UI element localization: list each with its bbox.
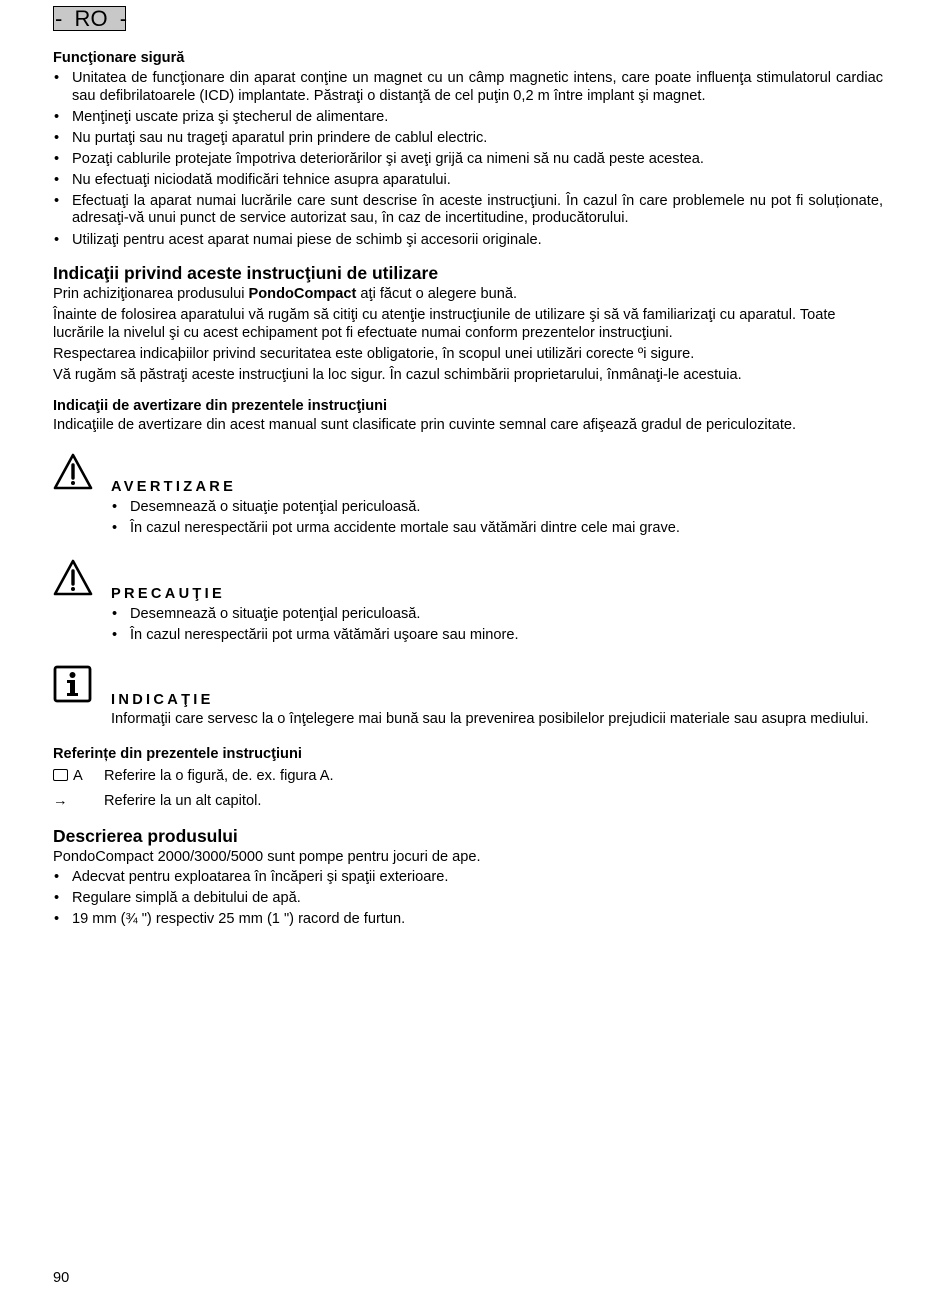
caution-list bbox=[111, 606, 883, 645]
section-instructions bbox=[53, 263, 883, 384]
paragraph: Respectarea indicaþiilor privind securitatea este obligatorie, în scopul unei utilizări corecte ºi sigure. bbox=[53, 346, 695, 363]
info-icon bbox=[53, 665, 93, 703]
paragraph: Indicaţiile de avertizare din acest manual sunt clasificate prin cuvinte semnal care afişează gradul de periculozitate. bbox=[53, 417, 797, 434]
warning-title: AVERTIZARE bbox=[111, 479, 237, 496]
list-item: • Pozaţi cablurile protejate împotriva deteriorărilor şi aveţi grijă ca nimeni să nu cadă peste acestea. bbox=[53, 151, 883, 169]
list-item: • Desemnează o situaţie potenţial periculoasă. bbox=[111, 606, 883, 624]
paragraph: PondoCompact 2000/3000/5000 sunt pompe pentru jocuri de ape. bbox=[53, 849, 481, 866]
safety-list bbox=[53, 70, 883, 249]
warning-list bbox=[111, 499, 883, 538]
note-title: INDICAŢIE bbox=[111, 692, 214, 709]
list-item: • 19 mm (¾ ") respectiv 25 mm (1 ") racord de furtun. bbox=[53, 911, 883, 929]
list-item: • Efectuaţi la aparat numai lucrările care sunt descrise în aceste instrucţiuni. În cazul în care problemele nu pot fi soluționate, adresaţi-vă unui punct de service autorizat sau, în caz de incertitudine, producătorului. bbox=[53, 193, 883, 228]
list-item: • În cazul nerespectării pot urma vătămări uşoare sau minore. bbox=[111, 627, 883, 645]
section-references bbox=[53, 745, 883, 810]
figure-reference-symbol bbox=[53, 767, 83, 785]
chapter-reference-text: Referire la un alt capitol. bbox=[104, 793, 262, 810]
section-title: Descrierea produsului bbox=[53, 826, 238, 847]
caution-triangle-icon bbox=[53, 559, 93, 597]
figure-reference-row bbox=[53, 767, 883, 785]
list-item: • Regulare simplă a debitului de apă. bbox=[53, 890, 883, 908]
note-block bbox=[53, 665, 883, 728]
text: Prin achiziţionarea produsului bbox=[53, 286, 249, 303]
language-tag: - RO - bbox=[55, 6, 128, 31]
text: aţi făcut o alegere bună. bbox=[356, 286, 518, 303]
list-item: • Unitatea de funcţionare din aparat conţine un magnet cu un câmp magnetic intens, care poate influenţa stimulatorul cardiac sau defibrilatoarele (ICD) implantate. Păstraţi o distanţă de cel puţin 0,2 m între implant şi magnet. bbox=[53, 70, 883, 105]
caution-block bbox=[53, 559, 883, 645]
figure-box-icon bbox=[53, 769, 68, 781]
section-warnings bbox=[53, 397, 883, 728]
section-product-description bbox=[53, 826, 883, 929]
chapter-reference-row bbox=[53, 792, 883, 810]
list-item: • Desemnează o situaţie potenţial periculoasă. bbox=[111, 499, 883, 517]
list-item: • Nu purtaţi sau nu trageţi aparatul prin prindere de cablul electric. bbox=[53, 130, 883, 148]
warning-triangle-icon bbox=[53, 453, 93, 491]
arrow-right-icon: → bbox=[53, 793, 68, 810]
product-features-list bbox=[53, 869, 883, 929]
paragraph bbox=[53, 285, 883, 303]
page-content bbox=[53, 6, 883, 933]
note-text: Informaţii care servesc la o înţelegere mai bună sau la prevenirea posibilelor prejudicii materiale sau asupra mediului. bbox=[111, 711, 869, 728]
list-item: • Adecvat pentru exploatarea în încăperi şi spaţii exterioare. bbox=[53, 869, 883, 887]
product-name: PondoCompact bbox=[248, 286, 357, 303]
section-title: Indicaţii de avertizare din prezentele instrucţiuni bbox=[53, 398, 388, 415]
paragraph: Vă rugăm să păstraţi aceste instrucţiuni la loc sigur. În cazul schimbării proprietarului, înmânaţi-le acestuia. bbox=[53, 367, 742, 384]
paragraph: Înainte de folosirea aparatului vă rugăm să citiţi cu atenţie instrucţiunile de utilizare şi să vă familiarizaţi cu aparatul. Toate lucrările la nivelul şi cu acest echipament pot fi efectuate numai conform prezentelor instrucţiuni. bbox=[53, 307, 836, 342]
page-number: 90 bbox=[53, 1270, 70, 1286]
list-item: • În cazul nerespectării pot urma accidente mortale sau vătămări dintre cele mai grave. bbox=[111, 520, 883, 538]
section-safe-operation bbox=[53, 49, 883, 249]
figure-reference-text: Referire la o figură, de. ex. figura A. bbox=[104, 768, 334, 785]
warning-block bbox=[53, 453, 883, 538]
section-title: Indicaţii privind aceste instrucţiuni de utilizare bbox=[53, 263, 439, 284]
list-item: • Nu efectuaţi niciodată modificări tehnice asupra aparatului. bbox=[53, 172, 883, 190]
figure-letter: A bbox=[73, 768, 83, 785]
list-item: • Menţineţi uscate priza şi ştecherul de alimentare. bbox=[53, 109, 883, 127]
section-title: Referințe din prezentele instrucţiuni bbox=[53, 746, 302, 763]
section-title: Funcţionare sigură bbox=[53, 50, 185, 66]
list-item: • Utilizaţi pentru acest aparat numai piese de schimb şi accesorii originale. bbox=[53, 232, 883, 250]
caution-title: PRECAUŢIE bbox=[111, 585, 226, 602]
